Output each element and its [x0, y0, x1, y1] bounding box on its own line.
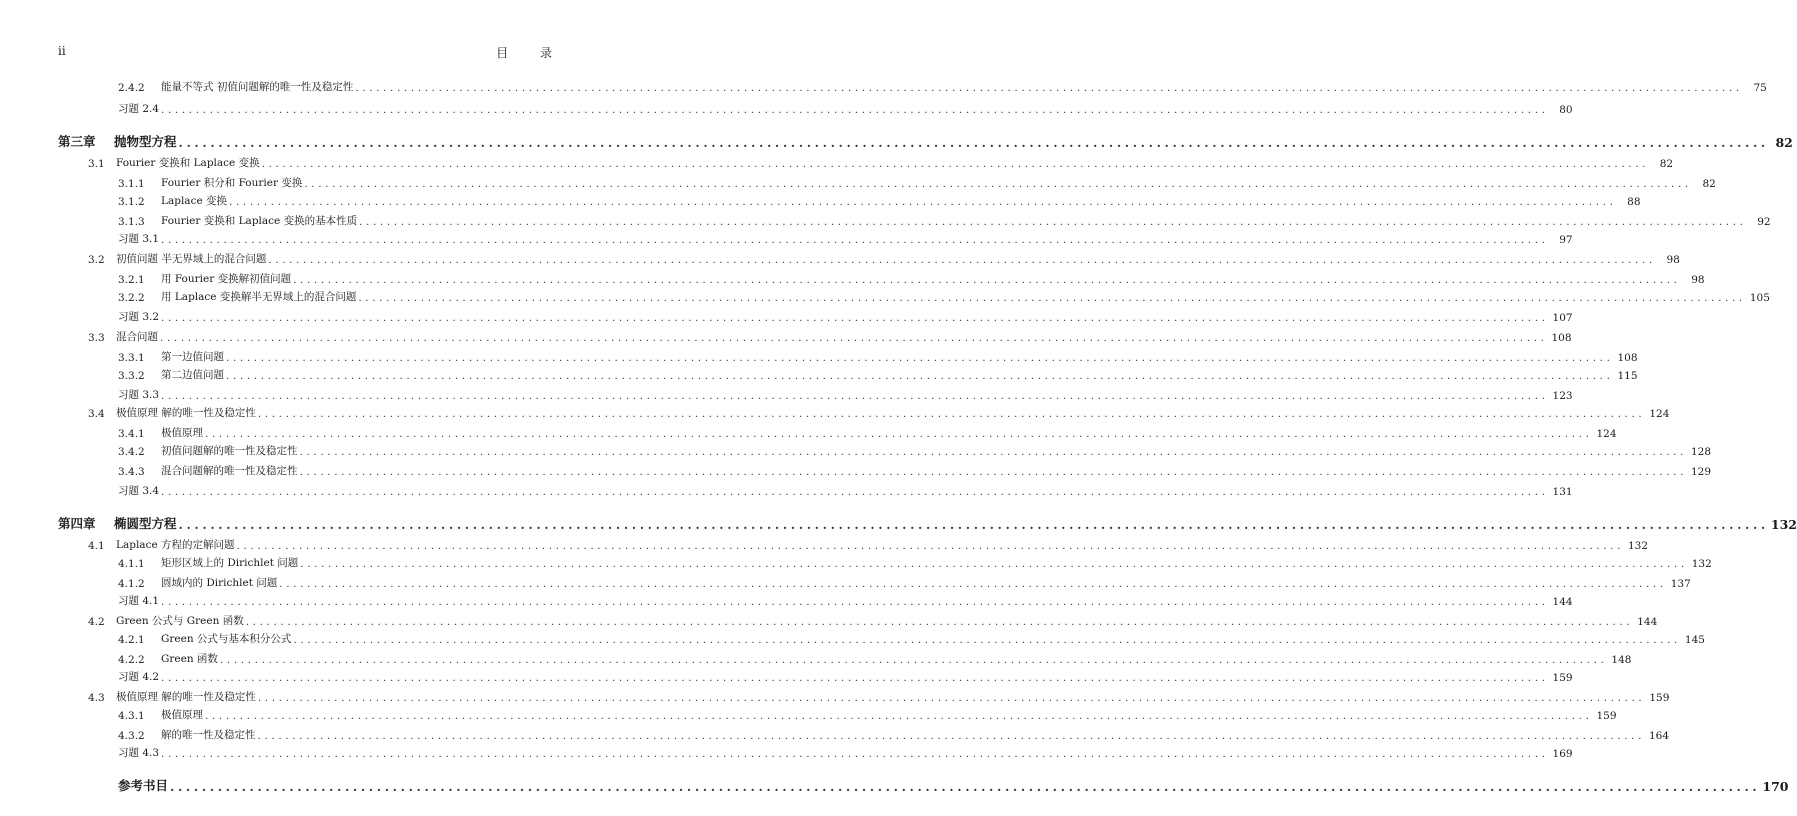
toc-entry-page: 132 [1628, 540, 1649, 552]
toc-entry-page: 131 [1552, 486, 1573, 498]
toc-subsection-entry[interactable] [58, 230, 1573, 246]
toc-subsection-entry[interactable] [58, 270, 1705, 286]
toc-subsection-entry[interactable] [58, 442, 1712, 458]
toc-entry-title: 习题 4.3 [118, 747, 160, 759]
toc-entry-title: Fourier 变换和 Laplace 变换的基本性质 [161, 215, 358, 227]
toc-entry-page: 75 [1753, 82, 1767, 94]
toc-chapter-entry[interactable] [58, 516, 1797, 532]
toc-subsection-entry[interactable] [58, 424, 1617, 440]
toc-entry-title: 矩形区域上的 Dirichlet 问题 [161, 557, 299, 569]
leader-dots: ........................................................................................................................................................................................................ [358, 292, 1746, 304]
toc-section-entry[interactable] [58, 612, 1658, 628]
toc-section-entry[interactable] [58, 250, 1680, 266]
toc-subsection-entry[interactable] [58, 706, 1617, 722]
toc-entry-page: 88 [1627, 196, 1641, 208]
toc-section-entry[interactable] [58, 404, 1670, 420]
toc-entry-number: 3.2 [88, 254, 105, 266]
toc-subsection-entry[interactable] [58, 554, 1712, 570]
leader-dots: ........................................................................................................................................................................................................ [161, 312, 1549, 324]
toc-subsection-entry[interactable] [58, 78, 1767, 94]
toc-entry-page: 108 [1551, 332, 1572, 344]
toc-entry-title: 极值原理 [161, 427, 203, 439]
toc-entry-title: 圆域内的 Dirichlet 问题 [161, 577, 278, 589]
toc-entry-number: 第三章 [58, 134, 96, 149]
toc-entry-number: 4.1 [88, 540, 105, 552]
toc-entry-page: 107 [1552, 312, 1573, 324]
leader-dots: ........................................................................................................................................................................................................ [226, 352, 1614, 364]
toc-subsection-entry[interactable] [58, 650, 1632, 666]
toc-entry-title: 习题 3.2 [118, 311, 160, 323]
toc-entry-page: 98 [1666, 254, 1680, 266]
toc-entry-title: Fourier 积分和 Fourier 变换 [161, 177, 303, 189]
toc-entry-number: 4.3 [88, 692, 105, 704]
toc-subsection-entry[interactable] [58, 668, 1573, 684]
toc-entry-page: 92 [1757, 216, 1771, 228]
toc-entry-title: 习题 4.1 [118, 595, 160, 607]
toc-subsection-entry[interactable] [58, 192, 1641, 208]
leader-dots: ........................................................................................................................................................................................................ [226, 370, 1614, 382]
toc-entry-number: 3.4.1 [118, 428, 145, 440]
leader-dots: ........................................................................................................................................................................................................ [304, 178, 1692, 190]
toc-entry-number: 第四章 [58, 516, 96, 531]
toc-entry-title: 第二边值问题 [161, 369, 224, 381]
toc-entry-page: 123 [1552, 390, 1573, 402]
toc-entry-title: 极值原理 解的唯一性及稳定性 [116, 691, 256, 703]
leader-dots: ........................................................................................................................................................................................................ [170, 779, 1761, 794]
toc-entry-page: 164 [1648, 730, 1670, 742]
toc-entry-page: 132 [1691, 558, 1712, 570]
toc-subsection-entry[interactable] [58, 212, 1771, 228]
leader-dots: ........................................................................................................................................................................................................ [205, 428, 1593, 440]
leader-dots: ........................................................................................................................................................................................................ [161, 596, 1549, 608]
leader-dots: ........................................................................................................................................................................................................ [161, 672, 1549, 684]
toc-entry-page: 159 [1649, 692, 1670, 704]
toc-entry-number: 3.3.2 [118, 370, 145, 382]
toc-entry-title: 初值问题 半无界域上的混合问题 [116, 253, 267, 265]
toc-entry-title: 解的唯一性及稳定性 [161, 729, 256, 741]
toc-entry-number: 3.4.3 [118, 466, 145, 478]
toc-subsection-entry[interactable] [58, 348, 1638, 364]
toc-entry-title: 习题 4.2 [118, 671, 160, 683]
toc-entry-title: Green 函数 [161, 653, 218, 665]
page-header [58, 44, 566, 64]
toc-entry-number: 4.2.1 [118, 634, 145, 646]
toc-entry-number: 3.4 [88, 408, 105, 420]
leader-dots: ........................................................................................................................................................................................................ [178, 135, 1769, 150]
toc-subsection-entry[interactable] [58, 366, 1638, 382]
toc-entry-page: 169 [1552, 748, 1573, 760]
toc-subsection-entry[interactable] [58, 630, 1705, 646]
toc-entry-title: Green 公式与基本积分公式 [161, 633, 292, 645]
toc-section-entry[interactable] [58, 328, 1572, 344]
leader-dots: ........................................................................................................................................................................................................ [236, 540, 1625, 552]
toc-entry-page: 159 [1552, 672, 1573, 684]
toc-subsection-entry[interactable] [58, 592, 1573, 608]
toc-subsection-entry[interactable] [58, 386, 1573, 402]
leader-dots: ........................................................................................................................................................................................................ [279, 578, 1667, 590]
leader-dots: ........................................................................................................................................................................................................ [299, 446, 1688, 458]
toc-subsection-entry[interactable] [58, 174, 1716, 190]
toc-entry-page: 148 [1611, 654, 1632, 666]
leader-dots: ........................................................................................................................................................................................................ [178, 517, 1769, 532]
toc-entry-title: Laplace 变换 [161, 195, 228, 207]
toc-subsection-entry[interactable] [58, 462, 1712, 478]
toc-entry-page: 129 [1690, 466, 1712, 478]
leader-dots: ........................................................................................................................................................................................................ [261, 158, 1650, 170]
leader-dots: ........................................................................................................................................................................................................ [219, 654, 1608, 666]
leader-dots: ........................................................................................................................................................................................................ [229, 196, 1617, 208]
toc-entry-page: 105 [1749, 292, 1770, 304]
toc-subsection-entry[interactable] [58, 288, 1770, 304]
toc-subsection-entry[interactable] [58, 744, 1573, 760]
toc-entry-number: 3.4.2 [118, 446, 145, 458]
toc-entry-title: 椭圆型方程 [114, 516, 177, 531]
toc-entry-page: 80 [1559, 104, 1573, 116]
toc-entry-number: 4.3.1 [118, 710, 145, 722]
toc-entry-number: 3.3 [88, 332, 105, 344]
toc-entry-page: 82 [1775, 135, 1793, 150]
toc-entry-title: 混合问题解的唯一性及稳定性 [161, 465, 298, 477]
toc-entry-title: Fourier 变换和 Laplace 变换 [116, 157, 260, 169]
leader-dots: ........................................................................................................................................................................................................ [205, 710, 1593, 722]
toc-chapter-entry[interactable] [58, 134, 1793, 150]
toc-entry-number: 3.1.3 [118, 216, 145, 228]
leader-dots: ........................................................................................................................................................................................................ [257, 408, 1646, 420]
toc-subsection-entry[interactable] [58, 308, 1573, 324]
toc-entry-number: 4.2.2 [118, 654, 145, 666]
toc-entry-page: 97 [1559, 234, 1573, 246]
toc-entry-title: 初值问题解的唯一性及稳定性 [161, 445, 298, 457]
leader-dots: ........................................................................................................................................................................................................ [359, 216, 1747, 228]
toc-subsection-entry[interactable] [58, 100, 1573, 116]
toc-entry-number: 4.3.2 [118, 730, 145, 742]
toc-entry-title: 习题 2.4 [118, 103, 160, 115]
toc-entry-page: 82 [1659, 158, 1674, 170]
leader-dots: ........................................................................................................................................................................................................ [161, 234, 1549, 246]
toc-entry-number: 3.1.1 [118, 178, 145, 190]
toc-entry-title: 习题 3.4 [118, 485, 160, 497]
leader-dots: ........................................................................................................................................................................................................ [300, 558, 1688, 570]
toc-entry-title: Laplace 方程的定解问题 [116, 539, 235, 551]
leader-dots: ........................................................................................................................................................................................................ [245, 616, 1634, 628]
toc-entry-title: 极值原理 [161, 709, 203, 721]
toc-subsection-entry[interactable] [58, 726, 1670, 742]
toc-entry-page: 170 [1762, 779, 1789, 794]
page-number: ii [58, 44, 66, 58]
toc-entry-title: 习题 3.3 [118, 389, 160, 401]
toc-entry-number: 3.3.1 [118, 352, 145, 364]
toc-entry-number: 3.2.2 [118, 292, 145, 304]
toc-entry-page: 128 [1690, 446, 1712, 458]
toc-entry-page: 115 [1617, 370, 1638, 382]
toc-entry-title: 抛物型方程 [114, 134, 177, 149]
toc-entry-page: 144 [1637, 616, 1658, 628]
toc-chapter-entry[interactable] [58, 778, 1789, 794]
leader-dots: ........................................................................................................................................................................................................ [355, 82, 1743, 94]
toc-entry-page: 137 [1670, 578, 1691, 590]
running-title: 目 录 [496, 46, 566, 60]
toc-entry-title: 习题 3.1 [118, 233, 160, 245]
leader-dots: ........................................................................................................................................................................................................ [293, 274, 1681, 286]
leader-dots: ........................................................................................................................................................................................................ [161, 104, 1549, 116]
leader-dots: ........................................................................................................................................................................................................ [161, 748, 1549, 760]
toc-entry-page: 159 [1596, 710, 1617, 722]
toc-section-entry[interactable] [58, 536, 1649, 552]
toc-entry-number: 3.2.1 [118, 274, 145, 286]
toc-entry-number: 4.2 [88, 616, 105, 628]
toc-entry-number: 3.1 [88, 158, 105, 170]
toc-entry-title: 用 Fourier 变换解初值问题 [161, 273, 292, 285]
toc-entry-page: 145 [1684, 634, 1705, 646]
toc-entry-number: 4.1.1 [118, 558, 145, 570]
toc-entry-page: 108 [1617, 352, 1638, 364]
toc-entry-title: 极值原理 解的唯一性及稳定性 [116, 407, 256, 419]
leader-dots: ........................................................................................................................................................................................................ [293, 634, 1681, 646]
toc-entry-page: 124 [1596, 428, 1617, 440]
toc-entry-page: 144 [1552, 596, 1573, 608]
leader-dots: ........................................................................................................................................................................................................ [161, 390, 1549, 402]
leader-dots: ........................................................................................................................................................................................................ [160, 332, 1548, 344]
toc-entry-page: 98 [1691, 274, 1705, 286]
toc-entry-number: 4.1.2 [118, 578, 145, 590]
toc-entry-title: 第一边值问题 [161, 351, 224, 363]
leader-dots: ........................................................................................................................................................................................................ [268, 254, 1656, 266]
toc-entry-page: 124 [1649, 408, 1670, 420]
toc-entry-page: 82 [1702, 178, 1716, 190]
leader-dots: ........................................................................................................................................................................................................ [257, 692, 1646, 704]
toc-entry-number: 2.4.2 [118, 82, 145, 94]
toc-section-entry[interactable] [58, 688, 1670, 704]
toc-entry-page: 132 [1770, 517, 1797, 532]
toc-entry-title: 能量不等式 初值问题解的唯一性及稳定性 [161, 81, 354, 93]
toc-entry-title: 参考书目 [118, 778, 169, 793]
toc-entry-title: 混合问题 [116, 331, 158, 343]
toc-entry-title: Green 公式与 Green 函数 [116, 615, 244, 627]
leader-dots: ........................................................................................................................................................................................................ [299, 466, 1688, 478]
toc-subsection-entry[interactable] [58, 574, 1691, 590]
leader-dots: ........................................................................................................................................................................................................ [257, 730, 1646, 742]
toc-entry-title: 用 Laplace 变换解半无界域上的混合问题 [161, 291, 357, 303]
toc-entry-number: 3.1.2 [118, 196, 145, 208]
leader-dots: ........................................................................................................................................................................................................ [161, 486, 1549, 498]
toc-section-entry[interactable] [58, 154, 1674, 170]
toc-subsection-entry[interactable] [58, 482, 1573, 498]
